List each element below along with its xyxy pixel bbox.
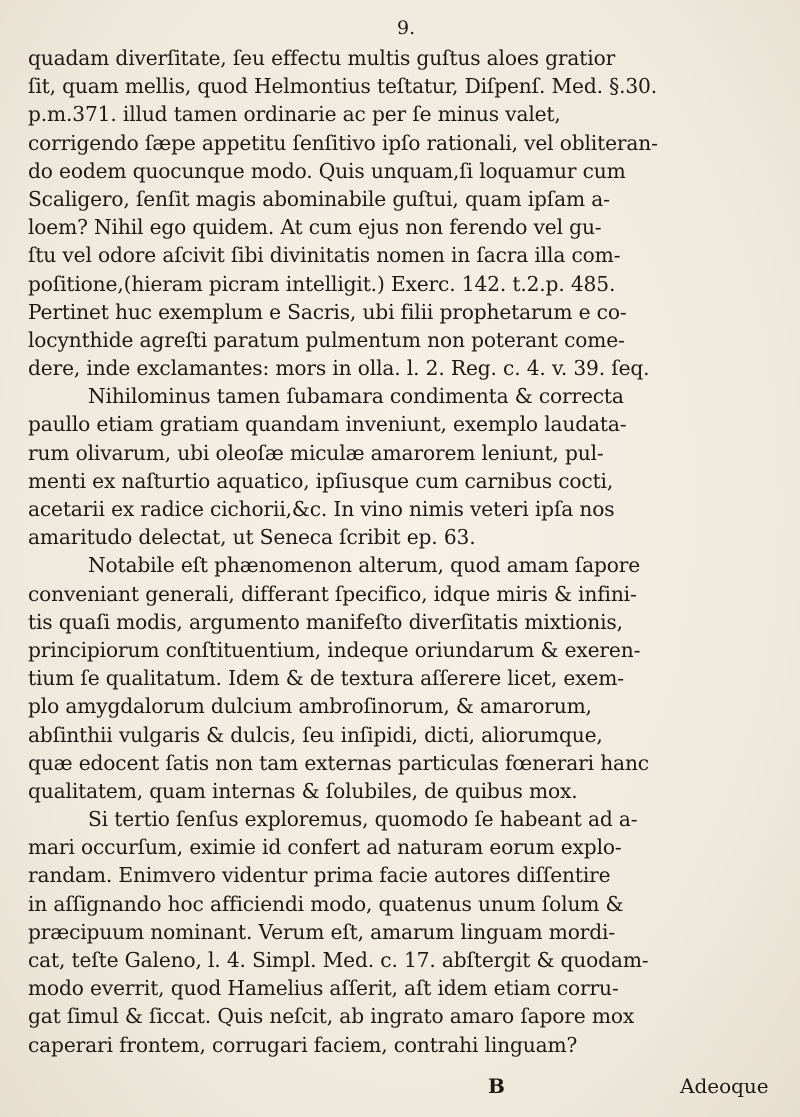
text-line: modo everrit, quod Hamelius aſſerit, aſt idem etiam corru- <box>28 976 619 1001</box>
text-line: quæ edocent ſatis non tam externas particulas fœnerari hanc <box>28 750 649 775</box>
text-line: Scaligero, ſenſit magis abominabile guſtui, quam ipſam a- <box>28 186 610 211</box>
text-line: paullo etiam gratiam quandam inveniunt, exemplo laudata- <box>28 412 627 437</box>
text-line: p.m.371. illud tamen ordinarie ac per ſe minus valet, <box>28 102 561 127</box>
text-line: cat, teſte Galeno, l. 4. Simpl. Med. c. 17. abſtergit & quodam- <box>28 948 649 972</box>
text-line: amaritudo delectat, ut Seneca ſcribit ep. 63. <box>28 525 476 550</box>
text-line: quadam diverſitate, ſeu effectu multis guſtus aloes gratior <box>28 46 616 70</box>
text-line: præcipuum nominant. Verum eſt, amarum linguam mordi- <box>28 919 615 944</box>
text-line: mari occurſum, eximie id confert ad naturam eorum explo- <box>28 835 622 860</box>
text-line: rum olivarum, ubi oleoſæ miculæ amarorem leniunt, pul- <box>28 440 604 465</box>
text-line: corrigendo ſæpe appetitu ſenſitivo ipſo rationali, vel obliteran- <box>28 130 658 155</box>
text-line: randam. Enimvero videntur prima facie autores diſſentire <box>28 863 611 888</box>
text-line: do eodem quocunque modo. Quis unquam,ſi loquamur cum <box>28 158 626 183</box>
text-line: caperari frontem, corrugari faciem, contrahi linguam? <box>28 1032 578 1057</box>
text-line: Nihilominus tamen ſubamara condimenta & correcta <box>88 384 624 409</box>
text-line: gat ſimul & ſiccat. Quis neſcit, ab ingrato amaro ſapore mox <box>28 1004 635 1029</box>
text-line: in aſſignando hoc afficiendi modo, quatenus unum ſolum & <box>28 891 624 916</box>
text-line: abſinthii vulgaris & dulcis, ſeu inſipidi, dicti, aliorumque, <box>28 722 603 747</box>
text-line: conveniant generali, differant ſpecifico, idque miris & infini- <box>28 581 637 606</box>
text-line: ſit, quam mellis, quod Helmontius teſtatur, Diſpenſ. Med. §.30. <box>28 74 658 99</box>
text-line: Pertinet huc exemplum e Sacris, ubi filii prophetarum e co- <box>28 299 627 324</box>
text-line: tium ſe qualitatum. Idem & de textura aſſerere licet, exem- <box>28 666 624 691</box>
page-footer <box>28 1074 794 1104</box>
signature-mark: B <box>488 1074 505 1098</box>
text-line: ſtu vel odore aſcivit ſibi divinitatis nomen in ſacra illa com- <box>28 243 621 268</box>
text-line: locynthide agreſti paratum pulmentum non poterant come- <box>28 327 625 352</box>
body-text <box>28 44 794 1059</box>
page-number: 9. <box>397 17 416 39</box>
text-line: plo amygdalorum dulcium ambroſinorum, & amarorum, <box>28 694 592 719</box>
text-line: qualitatem, quam internas & ſolubiles, de quibus mox. <box>28 778 578 803</box>
text-line: acetarii ex radice cichorii,&c. In vino nimis veteri ipſa nos <box>28 497 615 521</box>
text-line: menti ex naſturtio aquatico, ipſiusque cum carnibus cocti, <box>28 468 614 493</box>
text-line: principiorum conſtituentium, indeque oriundarum & exeren- <box>28 637 641 662</box>
text-line: poſitione,(hieram picram intelligit.) Exerc. 142. t.2.p. 485. <box>28 271 616 296</box>
text-line: Si tertio ſenſus exploremus, quomodo ſe habeant ad a- <box>88 807 638 832</box>
text-line: tis quaſi modis, argumento manifeſto diverſitatis mixtionis, <box>28 609 623 634</box>
catchword: Adeoque <box>680 1074 769 1098</box>
text-line: loem? Nihil ego quidem. At cum ejus non ferendo vel gu- <box>28 215 602 240</box>
text-line: Notabile eſt phænomenon alterum, quod amam ſapore <box>88 553 641 578</box>
text-line: dere, inde exclamantes: mors in olla. l. 2. Reg. c. 4. v. 39. ſeq. <box>28 356 650 381</box>
